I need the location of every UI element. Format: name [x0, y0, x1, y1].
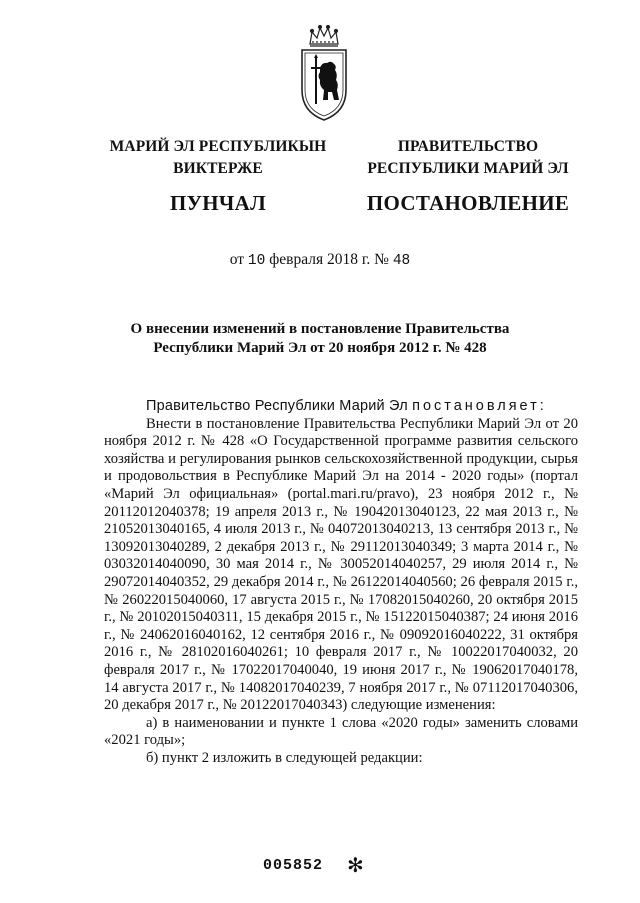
paragraph-1: Внести в постановление Правительства Республики Марий Эл от 20 ноября 2012 г. № 428 «О Государственной программе развития сельского хозяйства и регулирования рынков сельскохозяйственной продукции, сырья и продовольствия в Республике Марий Эл на 2014 - 2020 годы» (портал «Марий Эл официальная» (portal.mari.ru/pravo), 23 ноября 2012 г., № 20112012040378; 19 апреля 2013 г., № 19042013040123, 22 мая 2013 г., № 21052013040165, 4 июля 2013 г., № 04072013040213, 13 сентября 2013 г., № 13092013040289, 2 декабря 2013 г., № 29112013040349; 3 марта 2014 г., № 03032014040090, 30 мая 2014 г., № 30052014040257, 29 июля 2014 г., № 29072014040352, 29 декабря 2014 г., № 26122014040560; 26 февраля 2015 г., № 26022015040060, 17 августа 2015 г., № 17082015040260, 20 октября 2015 г., № 20102015040311, 15 декабря 2015 г., № 15122015040387; 24 июня 2016 г., № 24062016040162, 12 сентября 2016 г., № 09092016040222, 31 октября 2016 г., № 28102016040261; 10 февраля 2017 г., № 10022017040032, 20 февраля 2017 г., № 17022017040040, 19 июня 2017 г., № 19062017040178, 14 августа 2017 г., № 14082017040239, 7 ноября 2017 г., № 07112017040306, 20 декабря 2017 г., № 20122017040343) следующие изменения: — [104, 415, 578, 714]
header-left-line1: МАРИЙ ЭЛ РЕСПУБЛИКЫН — [109, 138, 327, 155]
date-prefix: от — [229, 251, 245, 268]
item-b: б) пункт 2 изложить в следующей редакции: — [146, 749, 423, 766]
title-line2: Республики Марий Эл от 20 ноября 2012 г. № 428 — [153, 340, 487, 356]
header-left-line2: ВИКТЕРЖЕ — [173, 160, 263, 177]
header-right-line2: РЕСПУБЛИКИ МАРИЙ ЭЛ — [367, 160, 569, 177]
opening-start: Правительство Республики Марий Эл — [146, 398, 413, 414]
header-right-line1: ПРАВИТЕЛЬСТВО — [397, 138, 539, 155]
serial-number: 005852 — [263, 857, 324, 874]
opening-verb: постановляет: — [412, 398, 547, 414]
opening-line — [104, 398, 578, 416]
header-left-doctype: ПУНЧАЛ — [169, 191, 267, 215]
document-number: 48 — [392, 253, 411, 269]
header-left-block — [88, 136, 348, 216]
document-body — [104, 398, 578, 767]
header-right-doctype: ПОСТАНОВЛЕНИЕ — [366, 191, 570, 215]
document-title — [110, 320, 530, 358]
header-right-block — [338, 136, 598, 216]
item-a: а) в наименовании и пункте 1 слова «2020 годы» заменить словами «2021 годы»; — [104, 714, 578, 749]
asterisk-mark: ✻ — [347, 855, 364, 877]
document-date-line — [0, 251, 640, 269]
title-line1: О внесении изменений в постановление Правительства — [130, 321, 510, 337]
date-day: 10 — [247, 253, 266, 269]
date-month-year: февраля 2018 г. № — [269, 251, 389, 268]
coat-of-arms-emblem — [296, 24, 352, 124]
